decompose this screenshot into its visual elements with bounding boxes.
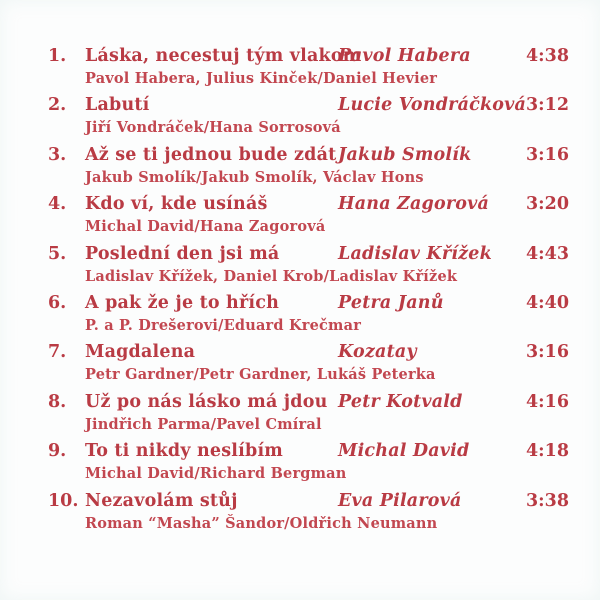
track-number: 4. — [48, 194, 67, 215]
track-number: 10. — [48, 490, 79, 511]
track-row — [48, 244, 569, 293]
track-title: Poslední den jsi má — [85, 243, 280, 264]
track-row — [48, 194, 569, 243]
track-number: 8. — [48, 391, 67, 412]
track-number: 7. — [48, 342, 67, 363]
track-row — [48, 46, 569, 95]
track-artist: Pavol Habera — [338, 46, 471, 66]
track-row — [48, 293, 569, 342]
track-duration: 3:12 — [526, 95, 569, 116]
track-artist: Lucie Vondráčková — [338, 95, 527, 116]
track-duration: 3:38 — [526, 490, 569, 511]
track-artist: Hana Zagorová — [338, 194, 490, 215]
track-main-line — [48, 46, 569, 68]
track-duration: 4:18 — [526, 441, 569, 462]
track-artist: Kozatay — [338, 342, 417, 363]
track-duration: 3:16 — [526, 144, 569, 165]
track-title: Až se ti jednou bude zdát — [85, 144, 337, 165]
track-duration: 4:40 — [526, 292, 569, 313]
track-number: 1. — [48, 46, 67, 66]
track-main-line — [48, 194, 569, 216]
track-artist: Petr Kotvald — [338, 391, 463, 412]
track-duration: 4:16 — [526, 391, 569, 412]
track-artist: Ladislav Křížek — [338, 243, 492, 264]
track-main-line — [48, 491, 569, 513]
track-number: 5. — [48, 243, 67, 264]
track-title: Láska, necestuj tým vlakom — [85, 46, 362, 66]
track-main-line — [48, 145, 569, 167]
track-row — [48, 342, 569, 391]
track-title: Kdo ví, kde usínáš — [85, 194, 268, 215]
track-main-line — [48, 244, 569, 266]
track-row — [48, 441, 569, 490]
track-credits: Ladislav Křížek, Daniel Krob/Ladislav Křížek — [85, 267, 458, 285]
track-duration: 3:20 — [526, 194, 569, 215]
track-row — [48, 145, 569, 194]
track-row — [48, 95, 569, 144]
track-row — [48, 491, 569, 540]
track-credits: Jiří Vondráček/Hana Sorrosová — [85, 119, 341, 137]
track-duration: 4:43 — [526, 243, 569, 264]
track-title: Magdalena — [85, 342, 196, 363]
track-credits: Jindřich Parma/Pavel Cmíral — [85, 415, 322, 433]
track-title: To ti nikdy neslíbím — [85, 441, 284, 462]
track-number: 2. — [48, 95, 67, 116]
track-title: A pak že je to hřích — [85, 292, 280, 313]
track-credits: Pavol Habera, Julius Kinček/Daniel Hevier — [85, 70, 438, 87]
track-main-line — [48, 441, 569, 463]
track-artist: Jakub Smolík — [338, 144, 472, 165]
track-credits: P. a P. Drešerovi/Eduard Krečmar — [85, 316, 362, 334]
track-artist: Petra Janů — [338, 292, 444, 313]
track-number: 6. — [48, 292, 67, 313]
track-number: 3. — [48, 144, 67, 165]
track-main-line — [48, 95, 569, 117]
track-artist: Eva Pilarová — [338, 490, 462, 511]
tracklist — [48, 46, 569, 540]
track-credits: Jakub Smolík/Jakub Smolík, Václav Hons — [85, 168, 424, 186]
track-credits: Michal David/Hana Zagorová — [85, 218, 326, 236]
track-artist: Michal David — [338, 441, 470, 462]
track-main-line — [48, 293, 569, 315]
track-credits: Petr Gardner/Petr Gardner, Lukáš Peterka — [85, 366, 436, 384]
track-duration: 4:38 — [526, 46, 569, 66]
track-credits: Roman “Masha” Šandor/Oldřich Neumann — [85, 514, 438, 532]
track-number: 9. — [48, 441, 67, 462]
track-row — [48, 392, 569, 441]
track-duration: 3:16 — [526, 342, 569, 363]
track-main-line — [48, 392, 569, 414]
track-title: Nezavolám stůj — [85, 490, 238, 511]
track-title: Labutí — [85, 95, 150, 116]
track-main-line — [48, 342, 569, 364]
track-credits: Michal David/Richard Bergman — [85, 465, 347, 483]
track-title: Už po nás lásko má jdou — [85, 391, 328, 412]
